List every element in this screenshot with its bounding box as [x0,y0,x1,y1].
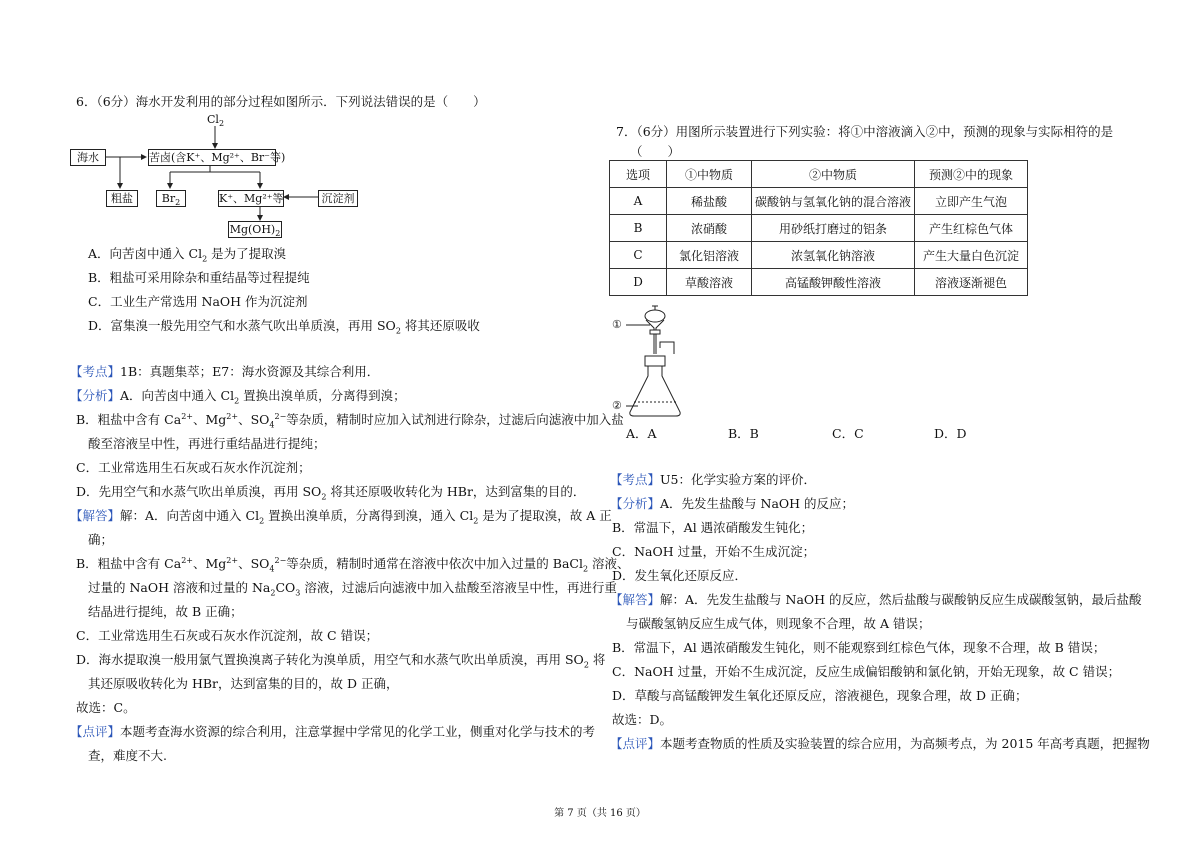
q7-choice-a: A．A [626,426,657,441]
table-row [610,215,1028,242]
q7-kaodian: 【考点】U5：化学实验方案的评价． [610,472,817,487]
table-row [610,188,1028,215]
q7-stem-2: （ ） [630,144,681,159]
q6-jieda-b2: 过量的 NaOH 溶液和过量的 $Na_2CO_3$ 溶液，过滤后向滤液中加入盐酸至溶液呈中性，再进行重 [88,580,617,598]
q6-flowchart [60,112,380,242]
dianping-tag: 【点评】 [70,724,121,739]
table-header: 选项 [610,161,667,188]
q7-jieda-c: C．NaOH 过量，开始不生成沉淀，反应生成偏铝酸钠和氯化钠，开始无现象，故 C 错误； [612,664,1121,679]
q6-jieda-a1: 【解答】解：A．向苦卤中通入 $Cl_2$ 置换出溴单质，分离得到溴，通入 $Cl_2$ 是为了提取溴，故 A 正 [70,508,612,526]
q6-fenxi-b1: B．粗盐中含有 $Ca^{2+}$、$Mg^{2+}$、$SO_4^{2-}$等杂质，精制时应加入试剂进行除杂，过滤后向滤液中加入盐 [76,411,624,430]
table-cell: D [610,269,667,296]
q6-fenxi-c: C．工业常选用生石灰或石灰水作沉淀剂； [76,460,311,475]
q7-fenxi-a: 【分析】A．先发生盐酸与 NaOH 的反应； [610,496,855,511]
q6-answer: 故选：C。 [76,700,136,715]
jieda-tag: 【解答】 [610,592,661,607]
table-cell: 草酸溶液 [667,269,752,296]
fenxi-tag: 【分析】 [610,496,661,511]
q7-apparatus [610,302,700,426]
q7-stem-1: 7．（6分）用图所示装置进行下列实验：将①中溶液滴入②中，预测的现象与实际相符的是 [616,124,1114,139]
mgoh2-box: $Mg(OH)_2$ [229,223,281,239]
label-2: ② [612,399,622,412]
q6-jieda-b3: 结晶进行提纯，故 B 正确； [88,604,243,619]
table-header-row [610,161,1028,188]
q6-fenxi-a: 【分析】A．向苦卤中通入 $Cl_2$ 置换出溴单质，分离得到溴； [70,388,406,406]
table-cell: 用砂纸打磨过的铝条 [752,215,915,242]
q6-jieda-d1: D．海水提取溴一般用氯气置换溴离子转化为溴单质，用空气和水蒸气吹出单质溴，再用 $SO_2$ 将 [76,652,606,670]
table-header: ①中物质 [667,161,752,188]
q7-jieda-b: B．常温下，Al 遇浓硝酸发生钝化，则不能观察到红棕色气体，现象不合理，故 B 错误； [612,640,1106,655]
cl2-label: $Cl_2$ [207,113,225,129]
flowchart-connectors [60,112,380,242]
table-row [610,269,1028,296]
k-mg-box: K⁺、Mg²⁺等 [219,192,284,205]
q6-jieda-d2: 其还原吸收转化为 HBr，达到富集的目的，故 D 正确， [88,676,399,691]
q6-jieda-a2: 确； [88,532,114,547]
q7-jieda-a2: 与碳酸氢钠反应生成气体，则现象不合理，故 A 错误； [626,616,931,631]
q7-choice-c: C．C [832,426,864,441]
jieda-tag: 【解答】 [70,508,121,523]
br2-box: $Br_2$ [156,190,186,207]
q6-fenxi-b2: 酸至溶液呈中性，再进行重结晶进行提纯； [88,436,326,451]
kaodian-tag: 【考点】 [610,472,661,487]
q6-option-c: C．工业生产常选用 NaOH 作为沉淀剂 [88,294,308,309]
q7-table [609,160,1028,296]
table-row [610,242,1028,269]
q6-fenxi-d: D．先用空气和水蒸气吹出单质溴，再用 $SO_2$ 将其还原吸收转化为 HBr，达到富集的目的． [76,484,586,502]
q6-kaodian: 【考点】1B：真题集萃；E7：海水资源及其综合利用． [70,364,380,379]
crude-salt-box: 粗盐 [106,190,138,207]
table-cell: 高锰酸钾酸性溶液 [752,269,915,296]
table-cell: B [610,215,667,242]
table-cell: 产生红棕色气体 [915,215,1028,242]
table-cell: 产生大量白色沉淀 [915,242,1028,269]
q7-jieda-d: D．草酸与高锰酸钾发生氧化还原反应，溶液褪色，现象合理，故 D 正确； [612,688,1028,703]
table-cell: 碳酸钠与氢氧化钠的混合溶液 [752,188,915,215]
table-cell: 立即产生气泡 [915,188,1028,215]
page-footer: 第 7 页（共 16 页） [554,808,646,819]
q6-jieda-b1: B．粗盐中含有 $Ca^{2+}$、$Mg^{2+}$、$SO_4^{2-}$等杂质，精制时通常在溶液中依次中加入过量的 BaCl$_2$ 溶液、 [76,555,630,574]
q6-dianping-2: 查，难度不大. [88,748,167,763]
table-cell: 稀盐酸 [667,188,752,215]
q7-answer: 故选：D。 [612,712,673,727]
seawater-box: 海水 [70,149,106,166]
q7-fenxi-c: C．NaOH 过量，开始不生成沉淀； [612,544,816,559]
q7-fenxi-d: D．发生氧化还原反应． [612,568,748,583]
q7-dianping-1: 【点评】本题考查物质的性质及实验装置的综合应用，为高频考点，为 2015 年高考真题，把握物 [610,736,1150,751]
table-cell: C [610,242,667,269]
table-cell: 溶液逐渐褪色 [915,269,1028,296]
q7-fenxi-b: B．常温下，Al 遇浓硝酸发生钝化； [612,520,814,535]
dianping-tag: 【点评】 [610,736,661,751]
table-cell: 浓硝酸 [667,215,752,242]
q6-jieda-c: C．工业常选用生石灰或石灰水作沉淀剂，故 C 错误； [76,628,379,643]
table-header: ②中物质 [752,161,915,188]
flask-funnel-drawing [610,302,700,426]
fenxi-tag: 【分析】 [70,388,121,403]
q6-option-b: B．粗盐可采用除杂和重结晶等过程提纯 [88,270,310,285]
precipitant-box: 沉淀剂 [318,190,358,207]
q6-option-a: A．向苦卤中通入 $Cl_2$ 是为了提取溴 [88,246,287,264]
table-cell: 浓氢氧化钠溶液 [752,242,915,269]
q6-option-d: D．富集溴一般先用空气和水蒸气吹出单质溴，再用 $SO_2$ 将其还原吸收 [88,318,480,336]
table-cell: 氯化铝溶液 [667,242,752,269]
q7-choice-b: B．B [728,426,759,441]
q6-dianping-1: 【点评】本题考查海水资源的综合利用，注意掌握中学常见的化学工业，侧重对化学与技术的考 [70,724,596,739]
brine-box: 苦卤(含K⁺、Mg²⁺、Br⁻等) [149,151,286,164]
table-cell: A [610,188,667,215]
table-header: 预测②中的现象 [915,161,1028,188]
kaodian-tag: 【考点】 [70,364,121,379]
q7-choice-d: D．D [934,426,967,441]
q6-stem: 6．（6分）海水开发利用的部分过程如图所示．下列说法错误的是（ ） [76,94,486,109]
label-1: ① [612,318,622,331]
q7-jieda-a1: 【解答】解：A．先发生盐酸与 NaOH 的反应，然后盐酸与碳酸钠反应生成碳酸氢钠，最后盐酸 [610,592,1142,607]
